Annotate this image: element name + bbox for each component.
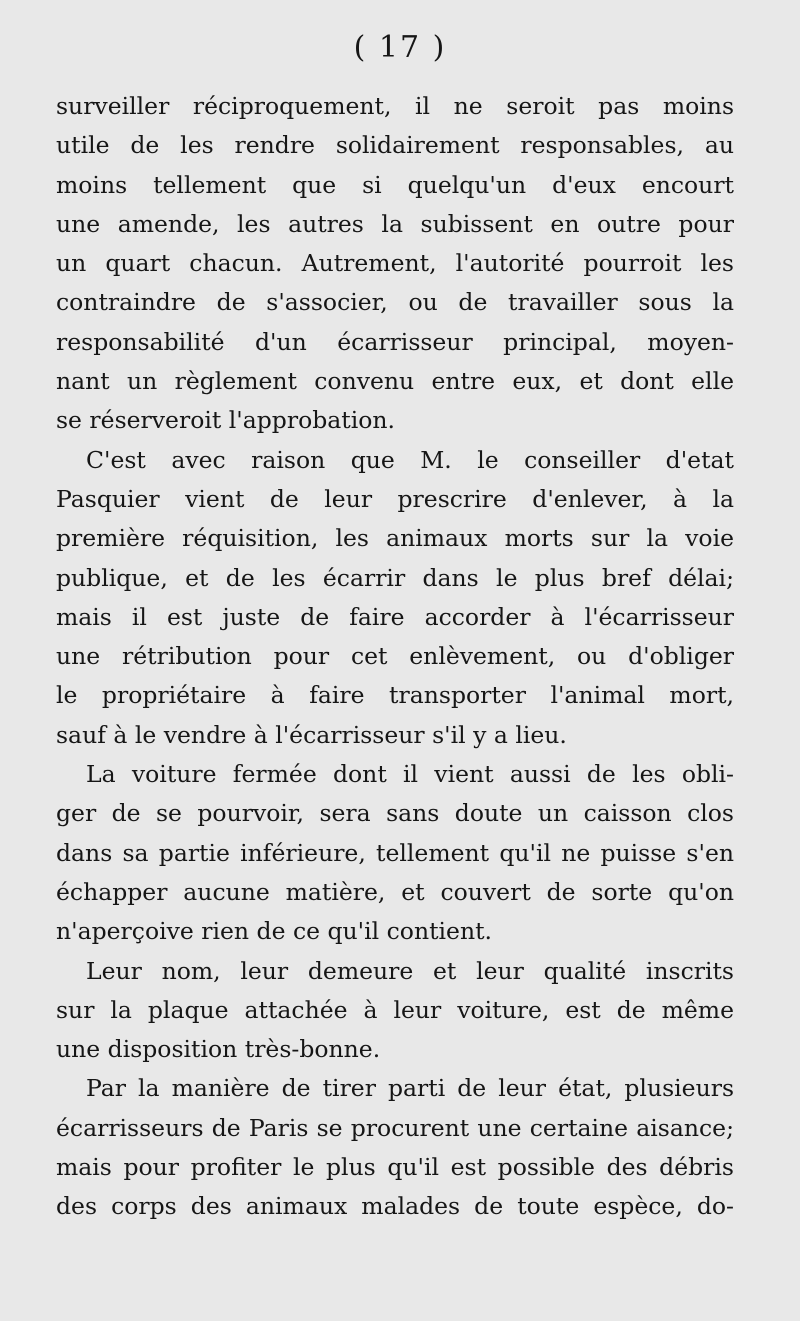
text-line: une amende, les autres la subissent en outre pour — [56, 209, 734, 238]
text-line: nant un règlement convenu entre eux, et dont elle — [56, 367, 734, 396]
text-line: mais il est juste de faire accorder à l'écarrisseur — [56, 602, 734, 631]
text-line: responsabilité d'un écarrisseur principal, moyen- — [56, 327, 734, 356]
paragraph-start-line: C'est avec raison que M. le conseiller d'etat — [86, 445, 734, 474]
text-line: dans sa partie inférieure, tellement qu'il ne puisse s'en — [56, 838, 734, 867]
text-line: n'aperçoive rien de ce qu'il contient. — [56, 917, 492, 946]
text-line: première réquisition, les animaux morts sur la voie — [56, 524, 734, 553]
body-text — [56, 87, 734, 1227]
text-line: ger de se pourvoir, sera sans doute un caisson clos — [56, 799, 734, 828]
text-line: échapper aucune matière, et couvert de sorte qu'on — [56, 877, 734, 906]
text-line: publique, et de les écarrir dans le plus bref délai; — [56, 563, 734, 592]
text-line: sauf à le vendre à l'écarrisseur s'il y a lieu. — [56, 720, 567, 749]
text-line: utile de les rendre solidairement responsables, au — [56, 131, 734, 160]
paragraph-start-line: Par la manière de tirer parti de leur état, plusieurs — [86, 1074, 734, 1103]
text-line: sur la plaque attachée à leur voiture, est de même — [56, 995, 734, 1024]
text-line: se réserveroit l'approbation. — [56, 406, 395, 435]
text-line: moins tellement que si quelqu'un d'eux encourt — [56, 170, 734, 199]
text-line: écarrisseurs de Paris se procurent une certaine aisance; — [56, 1113, 734, 1142]
text-line: mais pour profiter le plus qu'il est possible des débris — [56, 1153, 734, 1182]
paragraph-start-line: La voiture fermée dont il vient aussi de les obli- — [86, 760, 734, 789]
text-line: des corps des animaux malades de toute espèce, do- — [56, 1192, 734, 1221]
text-line: Pasquier vient de leur prescrire d'enlever, à la — [56, 484, 734, 513]
text-line: surveiller réciproquement, il ne seroit pas moins — [56, 92, 734, 120]
text-line: contraindre de s'associer, ou de travailler sous la — [56, 288, 734, 317]
text-line: le propriétaire à faire transporter l'animal mort, — [56, 681, 734, 710]
text-line: un quart chacun. Autrement, l'autorité pourroit les — [56, 249, 734, 278]
text-line: une rétribution pour cet enlèvement, ou d'obliger — [56, 642, 734, 671]
page-number: ( 17 ) — [353, 30, 447, 65]
paragraph-start-line: Leur nom, leur demeure et leur qualité inscrits — [86, 956, 734, 985]
text-line: une disposition très-bonne. — [56, 1035, 381, 1064]
